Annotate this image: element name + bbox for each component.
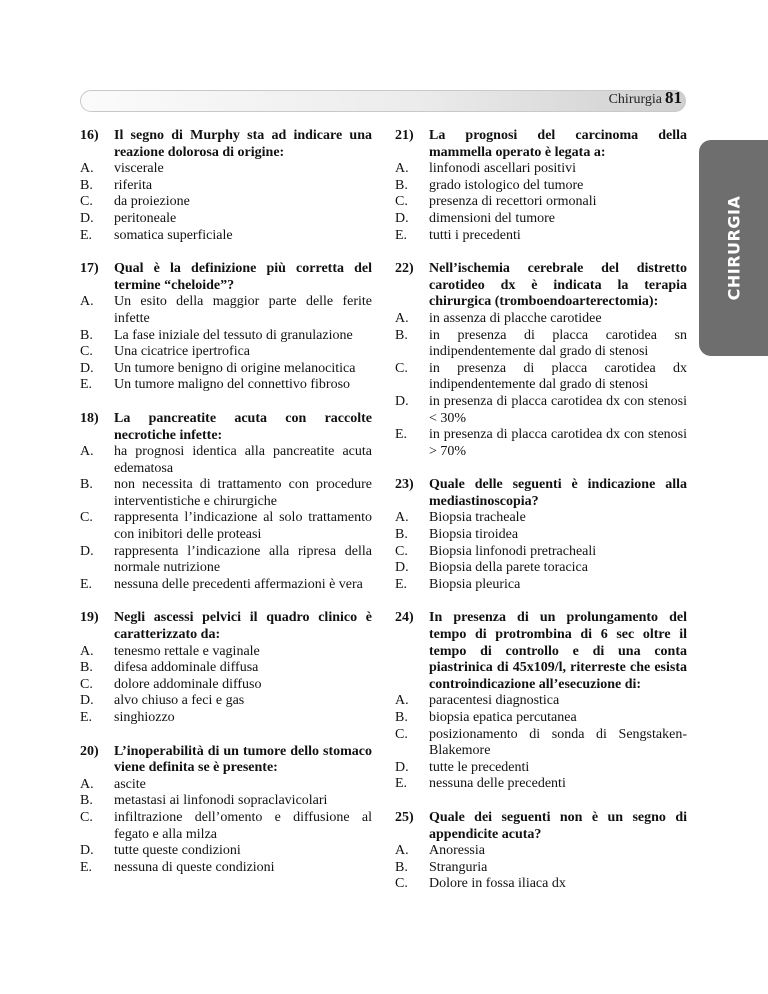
option-label: E. — [395, 776, 408, 792]
option-text: Un tumore benigno di origine melanocitica — [114, 360, 356, 376]
option-text: riferita — [114, 177, 153, 193]
option-text: Dolore in fossa iliaca dx — [429, 876, 566, 892]
answer-option — [395, 693, 687, 710]
answer-option — [80, 178, 372, 195]
option-text: linfonodi ascellari positivi — [429, 161, 576, 177]
answer-option — [80, 793, 372, 810]
option-text: ascite — [114, 776, 146, 792]
page-number: 81 — [665, 88, 682, 107]
option-label: B. — [80, 327, 93, 343]
option-text: infiltrazione dell’omento e diffusione al fegato e alla milza — [114, 809, 372, 842]
question-text: Negli ascessi pelvici il quadro clinico è caratterizzato da: — [114, 610, 372, 643]
option-text: dolore addominale diffuso — [114, 676, 262, 692]
option-label: D. — [80, 210, 94, 226]
option-text: peritoneale — [114, 210, 177, 226]
option-text: La fase iniziale del tessuto di granulazione — [114, 327, 353, 343]
option-text: in presenza di placca carotidea dx indipendentemente dal grado di stenosi — [429, 360, 687, 393]
question-number: 23) — [395, 477, 414, 493]
section-title: Chirurgia — [608, 92, 662, 107]
option-text: da proiezione — [114, 194, 190, 210]
option-text: viscerale — [114, 161, 164, 177]
option-text: non necessita di trattamento con procedure interventistiche e chirurgiche — [114, 477, 372, 509]
option-label: B. — [395, 327, 408, 343]
option-label: B. — [395, 710, 408, 725]
option-label: D. — [395, 393, 409, 409]
question-text: L’inoperabilità di un tumore dello stomaco viene definita se è presente: — [114, 743, 372, 776]
answer-option — [80, 644, 372, 661]
option-text: Biopsia tiroidea — [429, 527, 519, 543]
question-number: 17) — [80, 261, 99, 277]
option-label: E. — [80, 710, 93, 725]
option-label: D. — [395, 759, 409, 775]
option-label: B. — [395, 527, 408, 543]
question-number: 20) — [80, 743, 99, 759]
option-text: tutte le precedenti — [429, 759, 530, 775]
answer-option — [395, 228, 687, 245]
question-17 — [80, 261, 372, 394]
answer-option — [395, 560, 687, 577]
option-text: grado istologico del tumore — [429, 177, 584, 193]
answer-option — [80, 810, 372, 843]
option-label: A. — [395, 843, 409, 859]
option-label: E. — [80, 227, 93, 243]
option-text: alvo chiuso a feci e gas — [114, 693, 245, 709]
answer-option — [395, 760, 687, 777]
question-25 — [395, 810, 687, 893]
option-label: A. — [80, 161, 94, 177]
section-side-tab — [699, 140, 768, 356]
option-label: C. — [80, 676, 93, 692]
option-text: tutti i precedenti — [429, 227, 521, 243]
option-text: posizionamento di sonda di Sengstaken-Blakemore — [429, 726, 687, 759]
answer-option — [395, 776, 687, 793]
answer-option — [395, 527, 687, 544]
question-text: Qual è la definizione più corretta del termine “cheloide”? — [114, 261, 372, 293]
option-label: D. — [80, 360, 94, 376]
answer-option — [80, 660, 372, 677]
question-text: Quale dei seguenti non è un segno di appendicite acuta? — [429, 809, 687, 842]
question-16 — [80, 128, 372, 244]
option-label: A. — [395, 510, 409, 526]
answer-option — [395, 510, 687, 527]
option-text: Un tumore maligno del connettivo fibroso — [114, 377, 351, 393]
answer-option — [80, 328, 372, 345]
option-text: dimensioni del tumore — [429, 210, 555, 226]
question-number: 22) — [395, 261, 414, 277]
answer-option — [395, 361, 687, 394]
answer-option — [395, 178, 687, 195]
option-text: singhiozzo — [114, 710, 175, 725]
option-label: A. — [80, 643, 94, 659]
option-text: somatica superficiale — [114, 227, 233, 243]
option-text: Biopsia pleurica — [429, 576, 521, 592]
answer-option — [80, 361, 372, 378]
option-text: Biopsia linfonodi pretracheali — [429, 543, 597, 559]
answer-option — [80, 777, 372, 794]
option-label: C. — [395, 543, 408, 559]
question-text: La prognosi del carcinoma della mammella operato è legata a: — [429, 128, 687, 160]
answer-option — [80, 161, 372, 178]
option-label: A. — [80, 776, 94, 792]
answer-option — [80, 294, 372, 327]
option-text: rappresenta l’indicazione al solo trattamento con inibitori delle proteasi — [114, 510, 372, 543]
answer-option — [80, 693, 372, 710]
header-bar — [80, 90, 686, 112]
option-label: C. — [395, 876, 408, 892]
answer-option — [395, 860, 687, 877]
option-label: E. — [395, 576, 408, 592]
option-label: E. — [395, 427, 408, 443]
option-label: C. — [80, 194, 93, 210]
answer-option — [80, 444, 372, 477]
answer-option — [395, 876, 687, 893]
answer-option — [80, 677, 372, 694]
option-text: difesa addominale diffusa — [114, 660, 259, 676]
option-text: Biopsia tracheale — [429, 510, 526, 526]
option-label: E. — [80, 859, 93, 875]
option-label: B. — [395, 177, 408, 193]
option-label: C. — [80, 344, 93, 360]
answer-option — [395, 161, 687, 178]
option-text: biopsia epatica percutanea — [429, 710, 577, 725]
option-label: C. — [395, 194, 408, 210]
answer-option — [395, 577, 687, 594]
answer-option — [80, 377, 372, 394]
question-23 — [395, 477, 687, 593]
question-22 — [395, 261, 687, 460]
option-label: C. — [395, 360, 408, 376]
question-text: Nell’ischemia cerebrale del distretto carotideo dx è indicata la terapia chirurgica (tromboendoarterectomia): — [429, 261, 687, 310]
right-column — [395, 128, 687, 910]
option-text: tenesmo rettale e vaginale — [114, 643, 260, 659]
question-text: La pancreatite acuta con raccolte necrotiche infette: — [114, 410, 372, 443]
option-text: paracentesi diagnostica — [429, 693, 560, 709]
answer-option — [80, 843, 372, 860]
option-text: metastasi ai linfonodi sopraclavicolari — [114, 793, 328, 809]
answer-option — [395, 328, 687, 361]
option-label: D. — [80, 543, 94, 559]
option-text: Una cicatrice ipertrofica — [114, 344, 251, 360]
answer-option — [80, 860, 372, 877]
option-text: Un esito della maggior parte delle ferite infette — [114, 294, 372, 326]
question-20 — [80, 744, 372, 877]
answer-option — [395, 427, 687, 460]
question-21 — [395, 128, 687, 244]
question-text: Quale delle seguenti è indicazione alla mediastinoscopia? — [429, 477, 687, 509]
option-text: nessuna delle precedenti — [429, 776, 566, 792]
question-number: 18) — [80, 410, 99, 426]
left-column — [80, 128, 372, 893]
question-number: 21) — [395, 128, 414, 143]
answer-option — [80, 194, 372, 211]
answer-option — [395, 211, 687, 228]
option-label: A. — [80, 294, 94, 310]
answer-option — [395, 710, 687, 727]
option-label: A. — [395, 693, 409, 709]
answer-option — [80, 577, 372, 594]
question-number: 25) — [395, 809, 414, 825]
answer-option — [80, 228, 372, 245]
answer-option — [395, 311, 687, 328]
answer-option — [395, 194, 687, 211]
option-label: D. — [395, 210, 409, 226]
answer-option — [80, 344, 372, 361]
answer-option — [80, 710, 372, 727]
question-19 — [80, 610, 372, 726]
option-text: in presenza di placca carotidea dx con stenosi > 70% — [429, 427, 687, 459]
option-label: B. — [80, 477, 93, 493]
option-label: D. — [80, 693, 94, 709]
option-text: Anoressia — [429, 843, 485, 859]
option-text: Biopsia della parete toracica — [429, 560, 588, 576]
option-label: B. — [80, 660, 93, 676]
answer-option — [80, 544, 372, 577]
option-label: D. — [395, 560, 409, 576]
answer-option — [395, 727, 687, 760]
option-label: A. — [395, 310, 409, 326]
option-label: C. — [80, 510, 93, 526]
question-text: Il segno di Murphy sta ad indicare una reazione dolorosa di origine: — [114, 128, 372, 160]
question-18 — [80, 411, 372, 594]
option-text: rappresenta l’indicazione alla ripresa della normale nutrizione — [114, 543, 372, 576]
option-label: A. — [395, 161, 409, 177]
option-label: B. — [80, 793, 93, 809]
option-label: C. — [395, 726, 408, 742]
option-label: B. — [395, 859, 408, 875]
question-number: 19) — [80, 610, 99, 626]
answer-option — [80, 510, 372, 543]
option-text: in assenza di placche carotidee — [429, 310, 602, 326]
option-label: E. — [80, 576, 93, 592]
option-label: D. — [80, 843, 94, 859]
option-label: C. — [80, 809, 93, 825]
answer-option — [395, 394, 687, 427]
answer-option — [395, 843, 687, 860]
option-text: Stranguria — [429, 859, 488, 875]
option-text: nessuna di queste condizioni — [114, 859, 275, 875]
question-number: 16) — [80, 128, 99, 143]
option-text: presenza di recettori ormonali — [429, 194, 597, 210]
question-number: 24) — [395, 610, 414, 626]
side-tab-label: CHIRURGIA — [724, 195, 743, 301]
option-label: B. — [80, 177, 93, 193]
question-24 — [395, 610, 687, 793]
option-text: in presenza di placca carotidea dx con stenosi < 30% — [429, 393, 687, 426]
option-text: tutte queste condizioni — [114, 843, 241, 859]
option-text: nessuna delle precedenti affermazioni è vera — [114, 576, 363, 592]
answer-option — [80, 477, 372, 510]
option-label: E. — [395, 227, 408, 243]
answer-option — [395, 544, 687, 561]
option-text: ha prognosi identica alla pancreatite acuta edematosa — [114, 444, 372, 476]
answer-option — [80, 211, 372, 228]
option-text: in presenza di placca carotidea sn indipendentemente dal grado di stenosi — [429, 327, 687, 360]
question-text: In presenza di un prolungamento del tempo di protrombina di 6 sec oltre il tempo di controllo e di una conta piastrinica di 45x109/l, riterreste che esista controindicazione all’esecuzione di: — [429, 610, 687, 692]
option-label: A. — [80, 444, 94, 460]
option-label: E. — [80, 377, 93, 393]
